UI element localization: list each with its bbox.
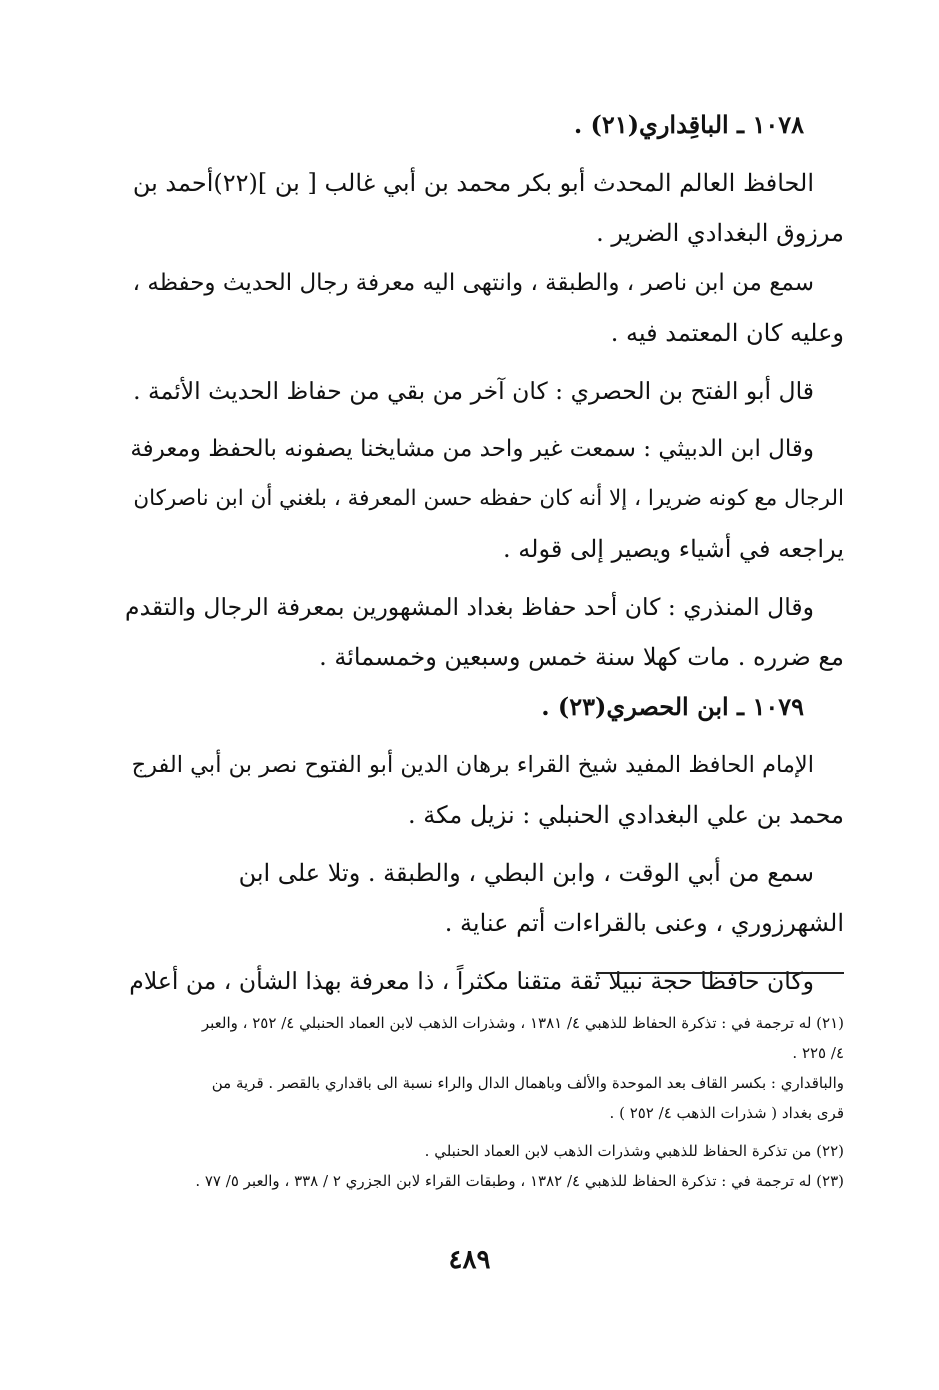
footnote-line: قرى بغداد ( شذرات الذهب ٤/ ٢٥٢ ) . <box>609 1104 844 1122</box>
text-line: الإمام الحافظ المفيد شيخ القراء برهان الدين أبو الفتوح نصر بن أبي الفرج <box>131 752 814 778</box>
text-line: سمع من أبي الوقت ، وابن البطي ، والطبقة . وتلا على ابن <box>238 859 814 887</box>
page-number: ٤٨٩ <box>448 1245 491 1275</box>
text-line: مع ضرره . مات كهلا سنة خمس وسبعين وخمسمائة . <box>319 643 844 671</box>
text-line: يراجعه في أشياء ويصير إلى قوله . <box>503 535 844 563</box>
text-line: مرزوق البغدادي الضرير . <box>596 219 844 247</box>
text-line: الشهرزوري ، وعنى بالقراءات أتم عناية . <box>444 909 844 937</box>
footnote-line: ٤/ ٢٢٥ . <box>792 1044 844 1062</box>
footnote-line: (٢١) له ترجمة في : تذكرة الحفاظ للذهبي ٤/ ١٣٨١ ، وشذرات الذهب لابن العماد الحنبلي ٤/ ٢٥٢ ، والعبر <box>201 1014 844 1032</box>
text-line: سمع من ابن ناصر ، والطبقة ، وانتهى اليه معرفة رجال الحديث وحفظه ، <box>132 270 814 296</box>
text-line: وعليه كان المعتمد فيه . <box>610 319 844 347</box>
text-line: وكان حافظا حجة نبيلا ثقة متقنا مكثراً ، ذا معرفة بهذا الشأن ، من أعلام <box>129 967 814 995</box>
text-line: وقال ابن الدبيثي : سمعت غير واحد من مشايخنا يصفونه بالحفظ ومعرفة <box>130 436 814 462</box>
text-line: وقال المنذري : كان أحد حفاظ بغداد المشهورين بمعرفة الرجال والتقدم <box>125 593 814 621</box>
text-line: الحافظ العالم المحدث أبو بكر محمد بن أبي غالب [ بن ](٢٢)أحمد بن <box>132 169 814 197</box>
main-text <box>124 100 844 1006</box>
footnote-line: (٢٣) له ترجمة في : تذكرة الحفاظ للذهبي ٤/ ١٣٨٢ ، وطبقات القراء لابن الجزري ٢ / ٣٣٨ ، والعبر ٥/ ٧٧ . <box>195 1172 844 1190</box>
footnotes <box>124 1008 844 1196</box>
footnote-line: (٢٢) من تذكرة الحفاظ للذهبي وشذرات الذهب لابن العماد الحنبلي . <box>424 1142 844 1160</box>
footnote-separator <box>596 972 844 974</box>
text-line: محمد بن علي البغدادي الحنبلي : نزيل مكة . <box>408 801 844 829</box>
text-line: الرجال مع كونه ضريرا ، إلا أنه كان حفظه حسن المعرفة ، بلغني أن ابن ناصركان <box>133 486 844 511</box>
footnote-line: والباقداري : بكسر القاف بعد الموحدة والألف وباهمال الدال والراء نسبة الى باقداري بالقصر . قرية من <box>211 1074 844 1092</box>
entry-heading: ١٠٧٩ ـ ابن الحصري(٢٣) . <box>541 692 804 721</box>
entry-heading: ١٠٧٨ ـ الباقِداري(٢١) . <box>573 110 804 139</box>
text-line: قال أبو الفتح بن الحصري : كان آخر من بقي من حفاظ الحديث الأئمة . <box>133 377 814 405</box>
